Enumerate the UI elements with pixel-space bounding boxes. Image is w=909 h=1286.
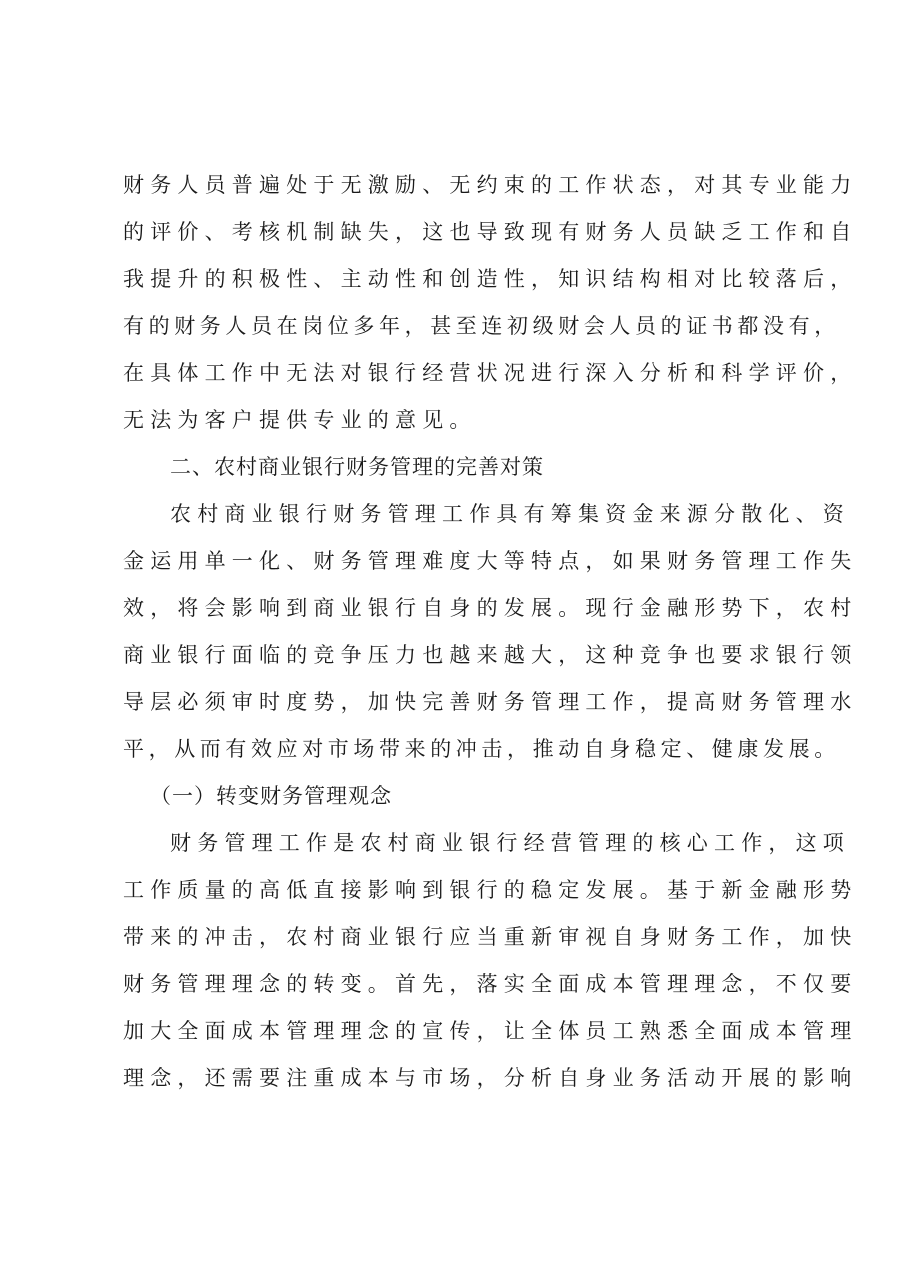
paragraph-line: 无法为客户提供专业的意见。 bbox=[123, 408, 477, 432]
paragraph-line: 在具体工作中无法对银行经营状况进行深入分析和科学评价， bbox=[123, 361, 858, 385]
paragraph-line: 加大全面成本管理理念的宣传，让全体员工熟悉全面成本管理 bbox=[123, 1019, 858, 1043]
paragraph-line: 有的财务人员在岗位多年，甚至连初级财会人员的证书都没有， bbox=[123, 314, 840, 338]
paragraph-line: 理念，还需要注重成本与市场，分析自身业务活动开展的影响 bbox=[123, 1066, 858, 1090]
subsection-heading: （一）转变财务管理观念 bbox=[150, 784, 392, 808]
paragraph-line: 平，从而有效应对市场带来的冲击，推动自身稳定、健康发展。 bbox=[123, 737, 840, 761]
paragraph-line: 导层必须审时度势，加快完善财务管理工作，提高财务管理水 bbox=[123, 690, 858, 714]
paragraph-line: 农村商业银行财务管理工作具有筹集资金来源分散化、资 bbox=[170, 502, 850, 526]
paragraph-line: 金运用单一化、财务管理难度大等特点，如果财务管理工作失 bbox=[123, 549, 858, 573]
paragraph-line: 带来的冲击，农村商业银行应当重新审视自身财务工作，加快 bbox=[123, 925, 858, 949]
paragraph-line: 工作质量的高低直接影响到银行的稳定发展。基于新金融形势 bbox=[123, 878, 858, 902]
paragraph-line: 财务管理工作是农村商业银行经营管理的核心工作，这项 bbox=[170, 831, 850, 855]
paragraph-line: 财务人员普遍处于无激励、无约束的工作状态，对其专业能力 bbox=[123, 173, 858, 197]
paragraph-line: 财务管理理念的转变。首先，落实全面成本管理理念，不仅要 bbox=[123, 972, 858, 996]
paragraph-line: 的评价、考核机制缺失，这也导致现有财务人员缺乏工作和自 bbox=[123, 220, 858, 244]
section-heading: 二、农村商业银行财务管理的完善对策 bbox=[170, 455, 544, 479]
paragraph-line: 效，将会影响到商业银行自身的发展。现行金融形势下，农村 bbox=[123, 596, 858, 620]
paragraph-line: 商业银行面临的竞争压力也越来越大，这种竞争也要求银行领 bbox=[123, 643, 858, 667]
paragraph-line: 我提升的积极性、主动性和创造性，知识结构相对比较落后， bbox=[123, 267, 858, 291]
